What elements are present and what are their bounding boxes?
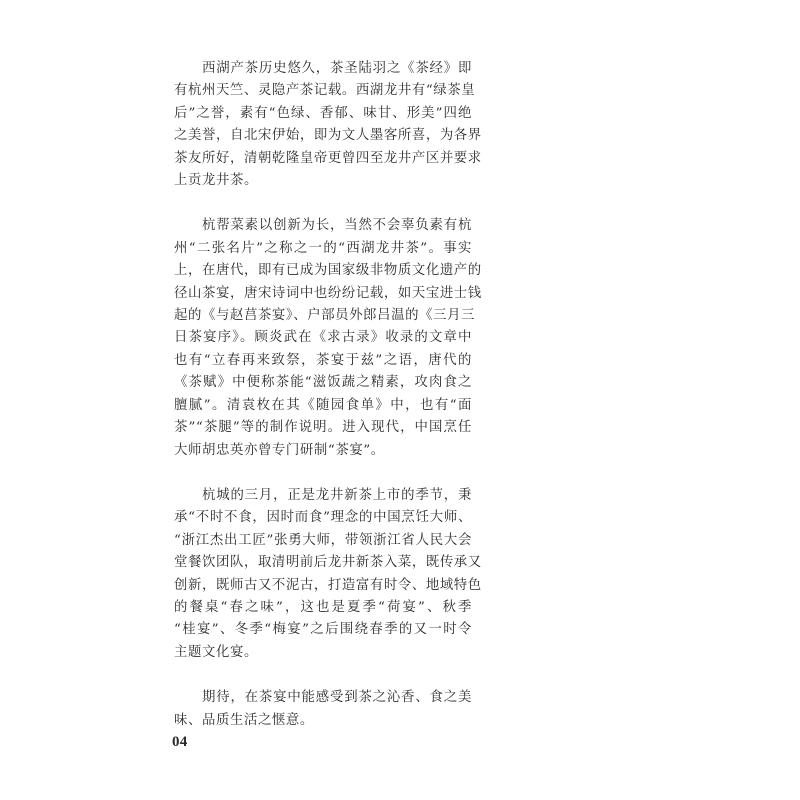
text-line: 期待，在茶宴中能感受到茶之沁香、食之美 [202,690,472,706]
text-line: 日茶宴序》。顾炎武在《求古录》收录的文章中 [174,330,472,346]
paragraph-4 [174,687,472,732]
text-line: 也有“立春再来致祭，茶宴于兹”之语，唐代的 [174,352,472,368]
text-line: 的餐桌“春之味”，这也是夏季“荷宴”、秋季 [174,599,472,615]
text-line: 创新，既师古又不泥古，打造富有时令、地域特色 [174,577,482,593]
paragraph-1 [174,58,482,192]
text-line: 之美誉，自北宋伊始，即为文人墨客所喜，为各界 [174,128,482,144]
text-line: 茶”“茶腿”等的制作说明。进入现代，中国烹任 [174,420,472,436]
text-line: 承“不时不食，因时而食”理念的中国烹饪大师、 [174,510,472,526]
text-line: 茶友所好，清朝乾隆皇帝更曾四至龙井产区并要求 [174,150,482,166]
text-line: 上贡龙井茶。 [174,173,258,189]
paragraph-3 [174,485,482,664]
text-line: “浙江杰出工匠”张勇大师，带领浙江省人民大会 [174,532,472,548]
text-line: 膻腻”。清袁枚在其《随园食单》中，也有“面 [174,397,472,413]
text-line: 堂餐饮团队，取清明前后龙井新茶入菜，既传承又 [174,555,482,571]
text-line: 州“二张名片”之称之一的“西湖龙井茶”。事实 [174,240,472,256]
text-line: 主题文化宴。 [174,644,258,660]
text-line: 味、品质生活之惬意。 [174,712,314,728]
page-number: 04 [172,734,188,750]
text-line: 后”之誉，素有“色绿、香郁、味甘、形美”四绝 [174,105,472,121]
paragraph-2 [174,215,482,461]
text-line: 西湖产茶历史悠久，茶圣陆羽之《茶经》即 [202,61,472,76]
text-line: 径山茶宴，唐宋诗词中也纷纷记载，如天宝进士钱 [174,285,482,301]
text-line: “桂宴”、冬季“梅宴”之后围绕春季的又一时令 [174,622,472,638]
text-line: 起的《与赵莒茶宴》、户部员外郎吕温的《三月三 [174,308,476,324]
text-column [174,58,482,755]
text-line: 《茶赋》中便称茶能“滋饭蔬之精素，攻肉食之 [174,375,472,391]
text-line: 有杭州天竺、灵隐产茶记载。西湖龙井有“绿茶皇 [174,83,476,99]
text-line: 杭帮菜素以创新为长，当然不会辜负素有杭 [202,218,472,234]
text-line: 杭城的三月，正是龙井新茶上市的季节，秉 [202,487,472,503]
text-line: 大师胡忠英亦曾专门研制“茶宴”。 [174,442,385,458]
text-line: 上，在唐代，即有已成为国家级非物质文化遗产的 [174,263,482,279]
